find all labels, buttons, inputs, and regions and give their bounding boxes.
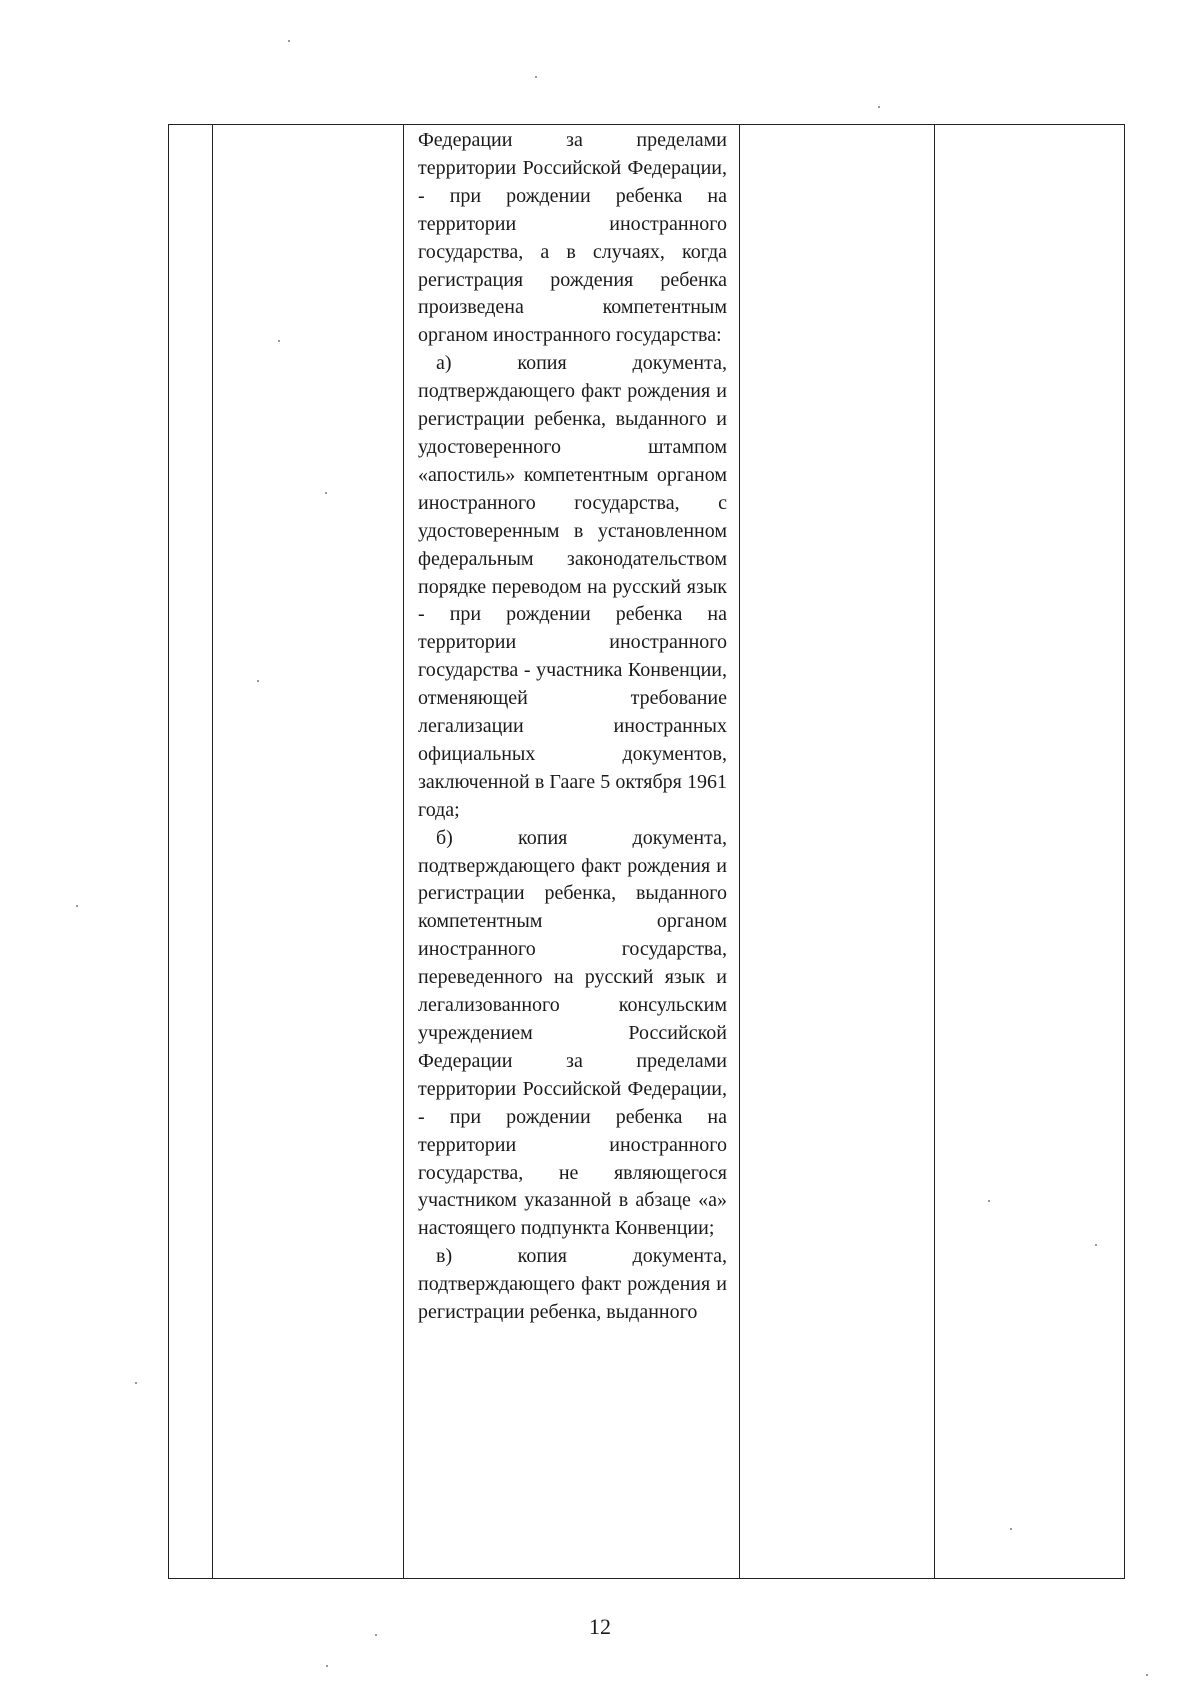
page-number: 12: [589, 1614, 611, 1639]
table-cell-empty: [740, 125, 935, 1579]
document-table: [168, 124, 1125, 1579]
scan-speck: [375, 1634, 377, 1636]
scan-speck: [288, 40, 290, 42]
scan-speck: [278, 340, 280, 342]
scan-speck: [988, 1200, 990, 1202]
documents-cell-text: [404, 125, 739, 1327]
scan-speck: [326, 1665, 328, 1667]
table-cell-empty: [935, 125, 1125, 1579]
scan-speck: [535, 76, 537, 78]
table-cell-number: [169, 125, 213, 1579]
scan-speck: [257, 680, 259, 682]
scan-speck: [878, 106, 880, 108]
table-cell-documents: [404, 125, 740, 1579]
scan-speck: [135, 1382, 137, 1384]
table-row: [169, 125, 1125, 1579]
scan-speck: [325, 492, 327, 494]
scan-speck: [1010, 1528, 1012, 1530]
paragraph: а) копия документа, подтверждающего факт рождения и регистрации ребенка, выданного и удостоверенного штампом «апостиль» компетентным органом иностранного государства, с удостоверенным в установленном федеральным законодательством порядке переводом на русский язык - при рождении ребенка на территории иностранного государства - участника Конвенции, отменяющей требование легализации иностранных официальных документов, заключенной в Гааге 5 октября 1961 года;: [418, 352, 727, 821]
paragraph: Федерации за пределами территории Российской Федерации, - при рождении ребенка на территории иностранного государства, а в случаях, когда регистрация рождения ребенка произведена компетентным органом иностранного государства:: [418, 129, 727, 347]
table-cell-service: [213, 125, 404, 1579]
scan-speck: [1095, 1244, 1097, 1246]
paragraph: б) копия документа, подтверждающего факт рождения и регистрации ребенка, выданного компетентным органом иностранного государства, переведенного на русский язык и легализованного консульским учреждением Российской Федерации за пределами территории Российской Федерации, - при рождении ребенка на территории иностранного государства, не являющегося участником указанной в абзаце «а» настоящего подпункта Конвенции;: [418, 826, 727, 1240]
scan-speck: [76, 905, 78, 907]
paragraph: в) копия документа, подтверждающего факт рождения и регистрации ребенка, выданного: [418, 1245, 727, 1324]
scan-speck: [1146, 1674, 1148, 1676]
